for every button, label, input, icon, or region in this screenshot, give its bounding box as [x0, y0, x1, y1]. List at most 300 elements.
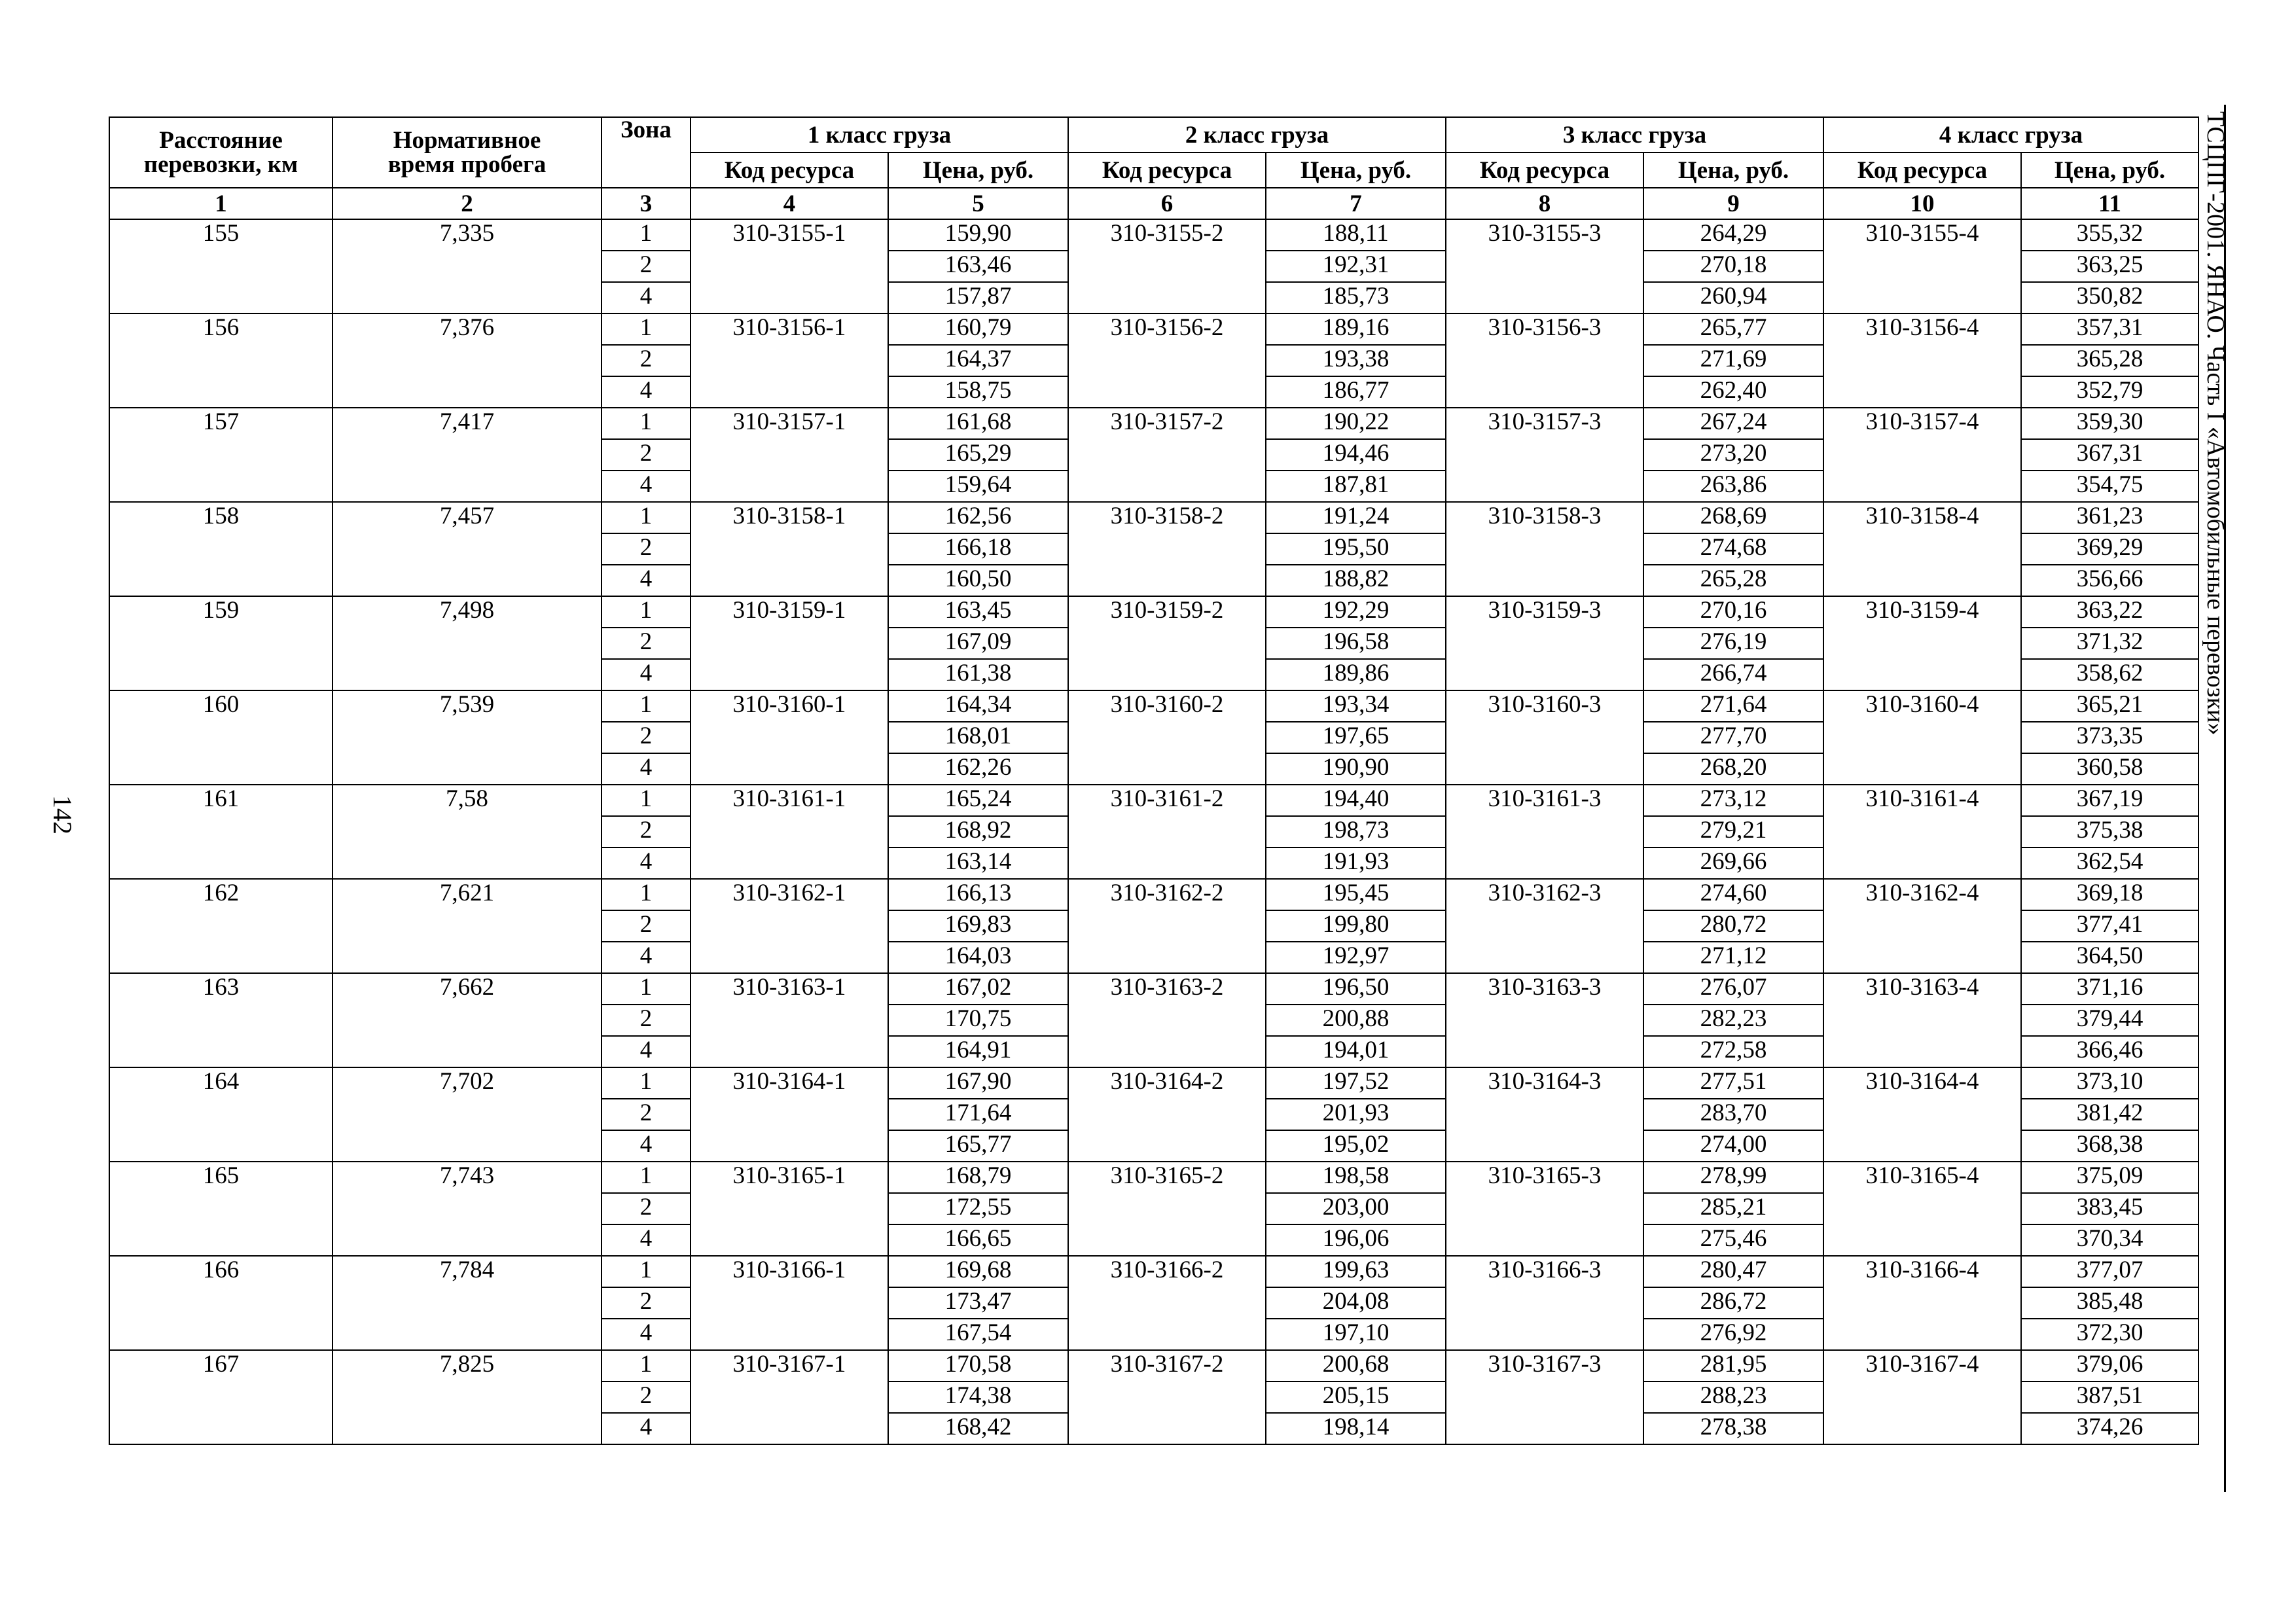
price-cell: 363,22	[2021, 596, 2198, 628]
distance-cell: 161	[109, 785, 332, 879]
price-cell: 189,86	[1266, 659, 1446, 690]
norm-time-cell: 7,58	[332, 785, 601, 879]
zone-cell: 4	[601, 847, 691, 879]
price-cell: 267,24	[1643, 408, 1823, 439]
distance-cell: 156	[109, 313, 332, 408]
price-cell: 193,38	[1266, 345, 1446, 376]
price-cell: 187,81	[1266, 471, 1446, 502]
zone-cell: 1	[601, 313, 691, 345]
price-cell: 160,50	[888, 565, 1068, 596]
resource-code-cell: 310-3165-4	[1823, 1162, 2021, 1256]
price-cell: 162,26	[888, 753, 1068, 785]
resource-code-cell: 310-3160-1	[691, 690, 888, 785]
price-cell: 268,20	[1643, 753, 1823, 785]
zone-cell: 1	[601, 1067, 691, 1099]
zone-cell: 2	[601, 910, 691, 942]
norm-time-cell: 7,784	[332, 1256, 601, 1350]
price-cell: 375,38	[2021, 816, 2198, 847]
zone-cell: 1	[601, 785, 691, 816]
price-cell: 373,10	[2021, 1067, 2198, 1099]
zone-cell: 4	[601, 565, 691, 596]
resource-code-cell: 310-3162-1	[691, 879, 888, 973]
col-number: 10	[1823, 188, 2021, 219]
zone-cell: 1	[601, 879, 691, 910]
table-row	[109, 1350, 2198, 1382]
price-cell: 190,90	[1266, 753, 1446, 785]
price-cell: 352,79	[2021, 376, 2198, 408]
price-cell: 359,30	[2021, 408, 2198, 439]
price-cell: 285,21	[1643, 1193, 1823, 1224]
price-cell: 288,23	[1643, 1382, 1823, 1413]
price-cell: 197,65	[1266, 722, 1446, 753]
zone-cell: 2	[601, 1287, 691, 1319]
price-cell: 157,87	[888, 282, 1068, 313]
price-cell: 167,02	[888, 973, 1068, 1005]
price-cell: 263,86	[1643, 471, 1823, 502]
price-cell: 276,92	[1643, 1319, 1823, 1350]
price-cell: 271,64	[1643, 690, 1823, 722]
resource-code-cell: 310-3161-4	[1823, 785, 2021, 879]
price-cell: 166,13	[888, 879, 1068, 910]
resource-code-cell: 310-3166-4	[1823, 1256, 2021, 1350]
norm-time-cell: 7,539	[332, 690, 601, 785]
col-number: 4	[691, 188, 888, 219]
norm-time-cell: 7,376	[332, 313, 601, 408]
price-cell: 161,38	[888, 659, 1068, 690]
zone-cell: 2	[601, 439, 691, 471]
tariff-table	[109, 116, 2199, 1445]
table-body	[109, 219, 2198, 1444]
resource-code-cell: 310-3158-4	[1823, 502, 2021, 596]
price-cell: 197,52	[1266, 1067, 1446, 1099]
zone-cell: 2	[601, 345, 691, 376]
zone-cell: 2	[601, 628, 691, 659]
header-class-3: 3 класс груза	[1446, 117, 1823, 152]
zone-cell: 4	[601, 282, 691, 313]
zone-cell: 2	[601, 816, 691, 847]
distance-cell: 157	[109, 408, 332, 502]
price-cell: 165,29	[888, 439, 1068, 471]
price-cell: 365,21	[2021, 690, 2198, 722]
price-cell: 355,32	[2021, 219, 2198, 251]
price-cell: 387,51	[2021, 1382, 2198, 1413]
price-cell: 278,99	[1643, 1162, 1823, 1193]
zone-cell: 1	[601, 596, 691, 628]
zone-cell: 4	[601, 753, 691, 785]
price-cell: 372,30	[2021, 1319, 2198, 1350]
resource-code-cell: 310-3157-4	[1823, 408, 2021, 502]
price-cell: 279,21	[1643, 816, 1823, 847]
resource-code-cell: 310-3167-1	[691, 1350, 888, 1444]
price-cell: 270,18	[1643, 251, 1823, 282]
price-cell: 192,29	[1266, 596, 1446, 628]
price-cell: 196,06	[1266, 1224, 1446, 1256]
price-cell: 159,64	[888, 471, 1068, 502]
distance-cell: 158	[109, 502, 332, 596]
col-number: 1	[109, 188, 332, 219]
header-class-4: 4 класс груза	[1823, 117, 2198, 152]
price-cell: 174,38	[888, 1382, 1068, 1413]
price-cell: 164,37	[888, 345, 1068, 376]
price-cell: 273,20	[1643, 439, 1823, 471]
distance-cell: 163	[109, 973, 332, 1067]
resource-code-cell: 310-3157-2	[1068, 408, 1266, 502]
norm-time-cell: 7,825	[332, 1350, 601, 1444]
price-cell: 281,95	[1643, 1350, 1823, 1382]
resource-code-cell: 310-3161-1	[691, 785, 888, 879]
price-cell: 168,92	[888, 816, 1068, 847]
price-cell: 265,28	[1643, 565, 1823, 596]
zone-cell: 2	[601, 1099, 691, 1130]
price-cell: 373,35	[2021, 722, 2198, 753]
price-cell: 189,16	[1266, 313, 1446, 345]
resource-code-cell: 310-3160-2	[1068, 690, 1266, 785]
norm-time-cell: 7,335	[332, 219, 601, 313]
header-code-1: Код ресурса	[691, 152, 888, 188]
price-cell: 160,79	[888, 313, 1068, 345]
table-row	[109, 219, 2198, 251]
resource-code-cell: 310-3165-1	[691, 1162, 888, 1256]
price-cell: 200,68	[1266, 1350, 1446, 1382]
norm-time-cell: 7,743	[332, 1162, 601, 1256]
price-cell: 274,60	[1643, 879, 1823, 910]
resource-code-cell: 310-3165-3	[1446, 1162, 1643, 1256]
price-cell: 198,14	[1266, 1413, 1446, 1444]
price-cell: 264,29	[1643, 219, 1823, 251]
price-cell: 191,24	[1266, 502, 1446, 533]
price-cell: 162,56	[888, 502, 1068, 533]
zone-cell: 4	[601, 471, 691, 502]
col-number: 2	[332, 188, 601, 219]
price-cell: 362,54	[2021, 847, 2198, 879]
table-row	[109, 1162, 2198, 1193]
resource-code-cell: 310-3155-3	[1446, 219, 1643, 313]
price-cell: 196,50	[1266, 973, 1446, 1005]
price-cell: 350,82	[2021, 282, 2198, 313]
price-cell: 159,90	[888, 219, 1068, 251]
price-cell: 198,58	[1266, 1162, 1446, 1193]
price-cell: 286,72	[1643, 1287, 1823, 1319]
price-cell: 274,68	[1643, 533, 1823, 565]
price-cell: 168,42	[888, 1413, 1068, 1444]
zone-cell: 2	[601, 1005, 691, 1036]
table-row	[109, 973, 2198, 1005]
price-cell: 271,69	[1643, 345, 1823, 376]
price-cell: 168,79	[888, 1162, 1068, 1193]
resource-code-cell: 310-3155-2	[1068, 219, 1266, 313]
norm-time-cell: 7,702	[332, 1067, 601, 1162]
price-cell: 164,03	[888, 942, 1068, 973]
table-row	[109, 1067, 2198, 1099]
col-number: 11	[2021, 188, 2198, 219]
resource-code-cell: 310-3158-2	[1068, 502, 1266, 596]
resource-code-cell: 310-3158-3	[1446, 502, 1643, 596]
norm-time-cell: 7,457	[332, 502, 601, 596]
distance-cell: 166	[109, 1256, 332, 1350]
col-number: 7	[1266, 188, 1446, 219]
price-cell: 265,77	[1643, 313, 1823, 345]
price-cell: 354,75	[2021, 471, 2198, 502]
price-cell: 205,15	[1266, 1382, 1446, 1413]
resource-code-cell: 310-3156-4	[1823, 313, 2021, 408]
zone-cell: 4	[601, 1413, 691, 1444]
resource-code-cell: 310-3160-3	[1446, 690, 1643, 785]
price-cell: 277,70	[1643, 722, 1823, 753]
price-cell: 168,01	[888, 722, 1068, 753]
price-cell: 356,66	[2021, 565, 2198, 596]
price-cell: 195,02	[1266, 1130, 1446, 1162]
zone-cell: 1	[601, 502, 691, 533]
price-cell: 161,68	[888, 408, 1068, 439]
header-code-2: Код ресурса	[1068, 152, 1266, 188]
price-cell: 364,50	[2021, 942, 2198, 973]
header-price-4: Цена, руб.	[2021, 152, 2198, 188]
price-cell: 383,45	[2021, 1193, 2198, 1224]
zone-cell: 2	[601, 251, 691, 282]
zone-cell: 1	[601, 219, 691, 251]
price-cell: 377,41	[2021, 910, 2198, 942]
table-row	[109, 408, 2198, 439]
price-cell: 163,46	[888, 251, 1068, 282]
price-cell: 167,54	[888, 1319, 1068, 1350]
resource-code-cell: 310-3162-2	[1068, 879, 1266, 973]
distance-cell: 162	[109, 879, 332, 973]
resource-code-cell: 310-3163-1	[691, 973, 888, 1067]
price-cell: 164,91	[888, 1036, 1068, 1067]
zone-cell: 4	[601, 1224, 691, 1256]
resource-code-cell: 310-3161-3	[1446, 785, 1643, 879]
price-cell: 367,31	[2021, 439, 2198, 471]
price-cell: 171,64	[888, 1099, 1068, 1130]
header-norm-time	[332, 117, 601, 188]
price-cell: 262,40	[1643, 376, 1823, 408]
header-price-1: Цена, руб.	[888, 152, 1068, 188]
resource-code-cell: 310-3164-4	[1823, 1067, 2021, 1162]
price-cell: 195,45	[1266, 879, 1446, 910]
price-cell: 192,31	[1266, 251, 1446, 282]
price-cell: 193,34	[1266, 690, 1446, 722]
price-cell: 276,19	[1643, 628, 1823, 659]
price-cell: 379,44	[2021, 1005, 2198, 1036]
table-row	[109, 1256, 2198, 1287]
zone-cell: 4	[601, 942, 691, 973]
col-number: 8	[1446, 188, 1643, 219]
resource-code-cell: 310-3160-4	[1823, 690, 2021, 785]
norm-time-cell: 7,662	[332, 973, 601, 1067]
price-cell: 268,69	[1643, 502, 1823, 533]
price-cell: 165,77	[888, 1130, 1068, 1162]
price-cell: 194,40	[1266, 785, 1446, 816]
price-cell: 274,00	[1643, 1130, 1823, 1162]
header-class-2: 2 класс груза	[1068, 117, 1446, 152]
price-cell: 194,46	[1266, 439, 1446, 471]
price-cell: 201,93	[1266, 1099, 1446, 1130]
price-cell: 170,58	[888, 1350, 1068, 1382]
resource-code-cell: 310-3162-4	[1823, 879, 2021, 973]
col-number: 3	[601, 188, 691, 219]
price-cell: 169,83	[888, 910, 1068, 942]
resource-code-cell: 310-3155-1	[691, 219, 888, 313]
resource-code-cell: 310-3166-3	[1446, 1256, 1643, 1350]
resource-code-cell: 310-3159-4	[1823, 596, 2021, 690]
resource-code-cell: 310-3157-1	[691, 408, 888, 502]
col-number: 5	[888, 188, 1068, 219]
price-cell: 363,25	[2021, 251, 2198, 282]
price-cell: 195,50	[1266, 533, 1446, 565]
resource-code-cell: 310-3161-2	[1068, 785, 1266, 879]
price-cell: 275,46	[1643, 1224, 1823, 1256]
price-cell: 282,23	[1643, 1005, 1823, 1036]
header-price-3: Цена, руб.	[1643, 152, 1823, 188]
resource-code-cell: 310-3156-1	[691, 313, 888, 408]
header-distance-line1: Расстояние	[159, 127, 283, 154]
col-number: 6	[1068, 188, 1266, 219]
distance-cell: 159	[109, 596, 332, 690]
price-cell: 360,58	[2021, 753, 2198, 785]
price-cell: 273,12	[1643, 785, 1823, 816]
header-code-4: Код ресурса	[1823, 152, 2021, 188]
zone-cell: 4	[601, 376, 691, 408]
price-cell: 204,08	[1266, 1287, 1446, 1319]
price-cell: 377,07	[2021, 1256, 2198, 1287]
resource-code-cell: 310-3164-2	[1068, 1067, 1266, 1162]
zone-cell: 2	[601, 722, 691, 753]
resource-code-cell: 310-3162-3	[1446, 879, 1643, 973]
price-cell: 269,66	[1643, 847, 1823, 879]
table-row	[109, 313, 2198, 345]
price-cell: 197,10	[1266, 1319, 1446, 1350]
zone-cell: 2	[601, 533, 691, 565]
header-class-1: 1 класс груза	[691, 117, 1068, 152]
price-cell: 367,19	[2021, 785, 2198, 816]
resource-code-cell: 310-3166-2	[1068, 1256, 1266, 1350]
price-cell: 200,88	[1266, 1005, 1446, 1036]
table-row	[109, 879, 2198, 910]
price-cell: 163,45	[888, 596, 1068, 628]
zone-cell: 4	[601, 1130, 691, 1162]
price-cell: 365,28	[2021, 345, 2198, 376]
price-cell: 166,65	[888, 1224, 1068, 1256]
price-cell: 158,75	[888, 376, 1068, 408]
zone-cell: 1	[601, 1350, 691, 1382]
header-norm-time-line1: Нормативное	[393, 127, 541, 154]
price-cell: 366,46	[2021, 1036, 2198, 1067]
resource-code-cell: 310-3167-3	[1446, 1350, 1643, 1444]
distance-cell: 155	[109, 219, 332, 313]
resource-code-cell: 310-3167-2	[1068, 1350, 1266, 1444]
price-cell: 368,38	[2021, 1130, 2198, 1162]
resource-code-cell: 310-3164-1	[691, 1067, 888, 1162]
resource-code-cell: 310-3159-1	[691, 596, 888, 690]
table-row	[109, 690, 2198, 722]
resource-code-cell: 310-3163-2	[1068, 973, 1266, 1067]
price-cell: 374,26	[2021, 1413, 2198, 1444]
price-cell: 369,18	[2021, 879, 2198, 910]
price-cell: 170,75	[888, 1005, 1068, 1036]
price-cell: 163,14	[888, 847, 1068, 879]
price-cell: 194,01	[1266, 1036, 1446, 1067]
resource-code-cell: 310-3156-2	[1068, 313, 1266, 408]
table-row	[109, 502, 2198, 533]
price-cell: 167,90	[888, 1067, 1068, 1099]
price-cell: 190,22	[1266, 408, 1446, 439]
side-title: ТСЦПГ-2001. ЯНАО. Часть I «Автомобильные перевозки»	[2202, 111, 2229, 736]
resource-code-cell: 310-3156-3	[1446, 313, 1643, 408]
header-distance	[109, 117, 332, 188]
price-cell: 283,70	[1643, 1099, 1823, 1130]
header-price-2: Цена, руб.	[1266, 152, 1446, 188]
header-norm-time-line2: время пробега	[387, 151, 547, 178]
zone-cell: 1	[601, 1256, 691, 1287]
zone-cell: 1	[601, 408, 691, 439]
price-cell: 371,32	[2021, 628, 2198, 659]
distance-cell: 165	[109, 1162, 332, 1256]
price-cell: 164,34	[888, 690, 1068, 722]
price-cell: 370,34	[2021, 1224, 2198, 1256]
price-cell: 272,58	[1643, 1036, 1823, 1067]
price-cell: 186,77	[1266, 376, 1446, 408]
header-zone: Зона	[601, 117, 691, 188]
resource-code-cell: 310-3165-2	[1068, 1162, 1266, 1256]
price-cell: 381,42	[2021, 1099, 2198, 1130]
price-cell: 379,06	[2021, 1350, 2198, 1382]
zone-cell: 1	[601, 690, 691, 722]
price-cell: 260,94	[1643, 282, 1823, 313]
price-cell: 270,16	[1643, 596, 1823, 628]
resource-code-cell: 310-3163-3	[1446, 973, 1643, 1067]
price-cell: 266,74	[1643, 659, 1823, 690]
price-cell: 199,63	[1266, 1256, 1446, 1287]
distance-cell: 164	[109, 1067, 332, 1162]
resource-code-cell: 310-3164-3	[1446, 1067, 1643, 1162]
zone-cell: 2	[601, 1193, 691, 1224]
price-cell: 173,47	[888, 1287, 1068, 1319]
col-number: 9	[1643, 188, 1823, 219]
price-cell: 276,07	[1643, 973, 1823, 1005]
zone-cell: 4	[601, 1319, 691, 1350]
header-distance-line2: перевозки, км	[143, 151, 298, 178]
price-cell: 188,82	[1266, 565, 1446, 596]
norm-time-cell: 7,621	[332, 879, 601, 973]
table-row	[109, 596, 2198, 628]
zone-cell: 2	[601, 1382, 691, 1413]
price-cell: 358,62	[2021, 659, 2198, 690]
price-cell: 375,09	[2021, 1162, 2198, 1193]
page-number: 142	[48, 795, 77, 834]
resource-code-cell: 310-3157-3	[1446, 408, 1643, 502]
price-cell: 271,12	[1643, 942, 1823, 973]
price-cell: 185,73	[1266, 282, 1446, 313]
price-cell: 203,00	[1266, 1193, 1446, 1224]
resource-code-cell: 310-3167-4	[1823, 1350, 2021, 1444]
zone-cell: 4	[601, 659, 691, 690]
price-cell: 357,31	[2021, 313, 2198, 345]
price-cell: 369,29	[2021, 533, 2198, 565]
price-cell: 280,47	[1643, 1256, 1823, 1287]
price-cell: 278,38	[1643, 1413, 1823, 1444]
price-cell: 166,18	[888, 533, 1068, 565]
norm-time-cell: 7,498	[332, 596, 601, 690]
price-cell: 361,23	[2021, 502, 2198, 533]
price-cell: 172,55	[888, 1193, 1068, 1224]
distance-cell: 160	[109, 690, 332, 785]
price-cell: 169,68	[888, 1256, 1068, 1287]
resource-code-cell: 310-3159-2	[1068, 596, 1266, 690]
header-code-3: Код ресурса	[1446, 152, 1643, 188]
resource-code-cell: 310-3159-3	[1446, 596, 1643, 690]
resource-code-cell: 310-3166-1	[691, 1256, 888, 1350]
norm-time-cell: 7,417	[332, 408, 601, 502]
